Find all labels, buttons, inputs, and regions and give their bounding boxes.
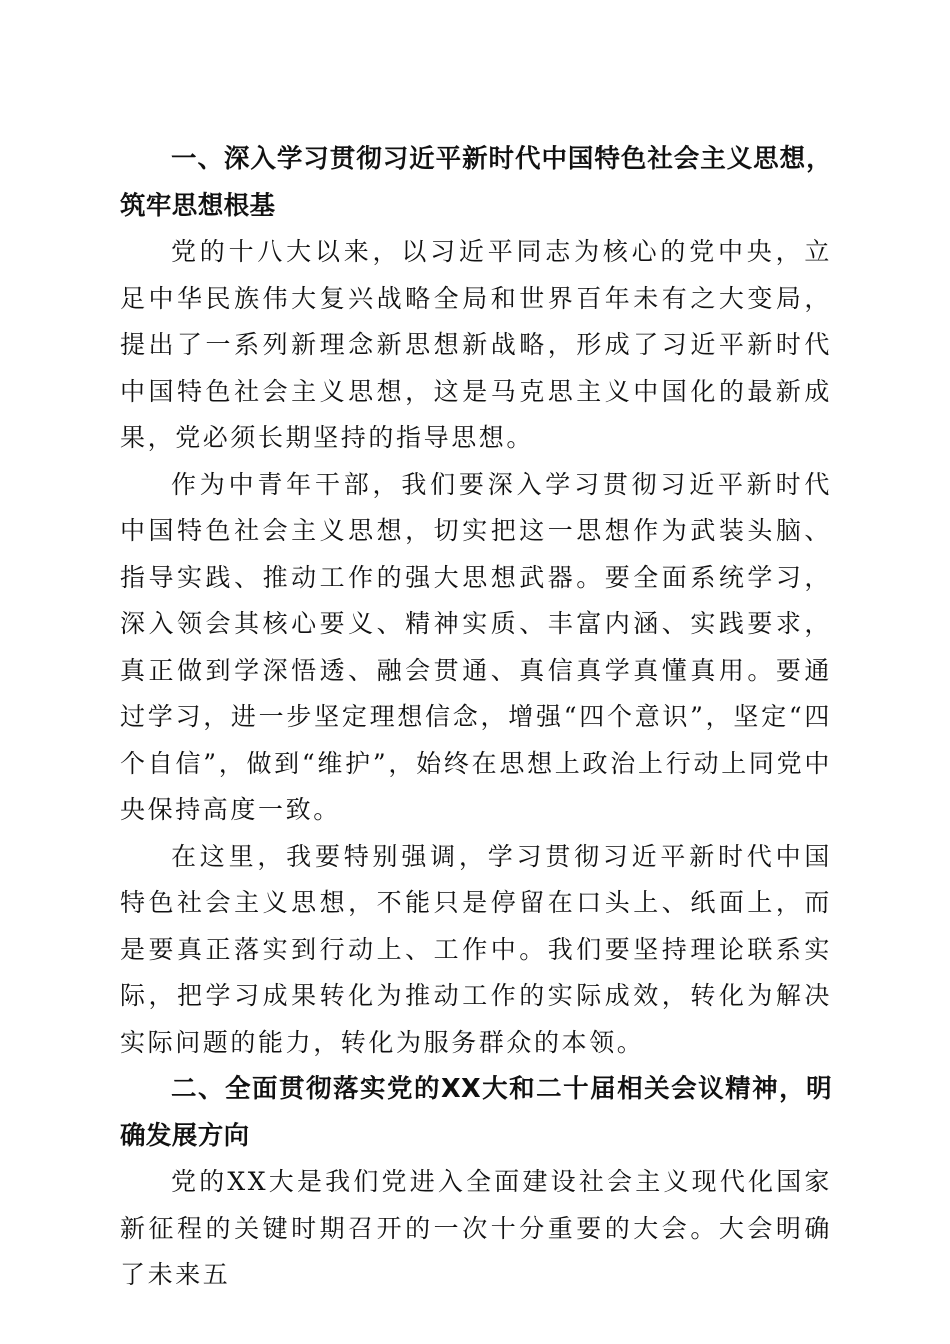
section-heading-2: 二、全面贯彻落实党的XX大和二十届相关会议精神，明确发展方向 [120, 1074, 832, 1151]
paragraph-1-2: 作为中青年干部，我们要深入学习贯彻习近平新时代中国特色社会主义思想，切实把这一思想作为武装头脑、指导实践、推动工作的强大思想武器。要全面系统学习，深入领会其核心要义、精神实质、丰富内涵、实践要求，真正做到学深悟透、融会贯通、真信真学真懂真用。要通过学习，进一步坚定理想信念，增强“四个意识”，坚定“四个自信”，做到“维护”，始终在思想上政治上行动上同党中央保持高度一致。 [120, 469, 832, 824]
section-heading-1: 一、深入学习贯彻习近平新时代中国特色社会主义思想，筑牢思想根基 [120, 144, 832, 221]
paragraph-1-1: 党的十八大以来，以习近平同志为核心的党中央，立足中华民族伟大复兴战略全局和世界百年未有之大变局，提出了一系列新理念新思想新战略，形成了习近平新时代中国特色社会主义思想，这是马克思主义中国化的最新成果，党必须长期坚持的指导思想。 [120, 237, 832, 452]
paragraph-1-3: 在这里，我要特别强调，学习贯彻习近平新时代中国特色社会主义思想，不能只是停留在口头上、纸面上，而是要真正落实到行动上、工作中。我们要坚持理论联系实际，把学习成果转化为推动工作的实际成效，转化为解决实际问题的能力，转化为服务群众的本领。 [120, 841, 832, 1057]
paragraph-2-1: 党的XX大是我们党进入全面建设社会主义现代化国家新征程的关键时期召开的一次十分重要的大会。大会明确了未来五 [120, 1167, 832, 1289]
document-body [120, 136, 832, 1299]
